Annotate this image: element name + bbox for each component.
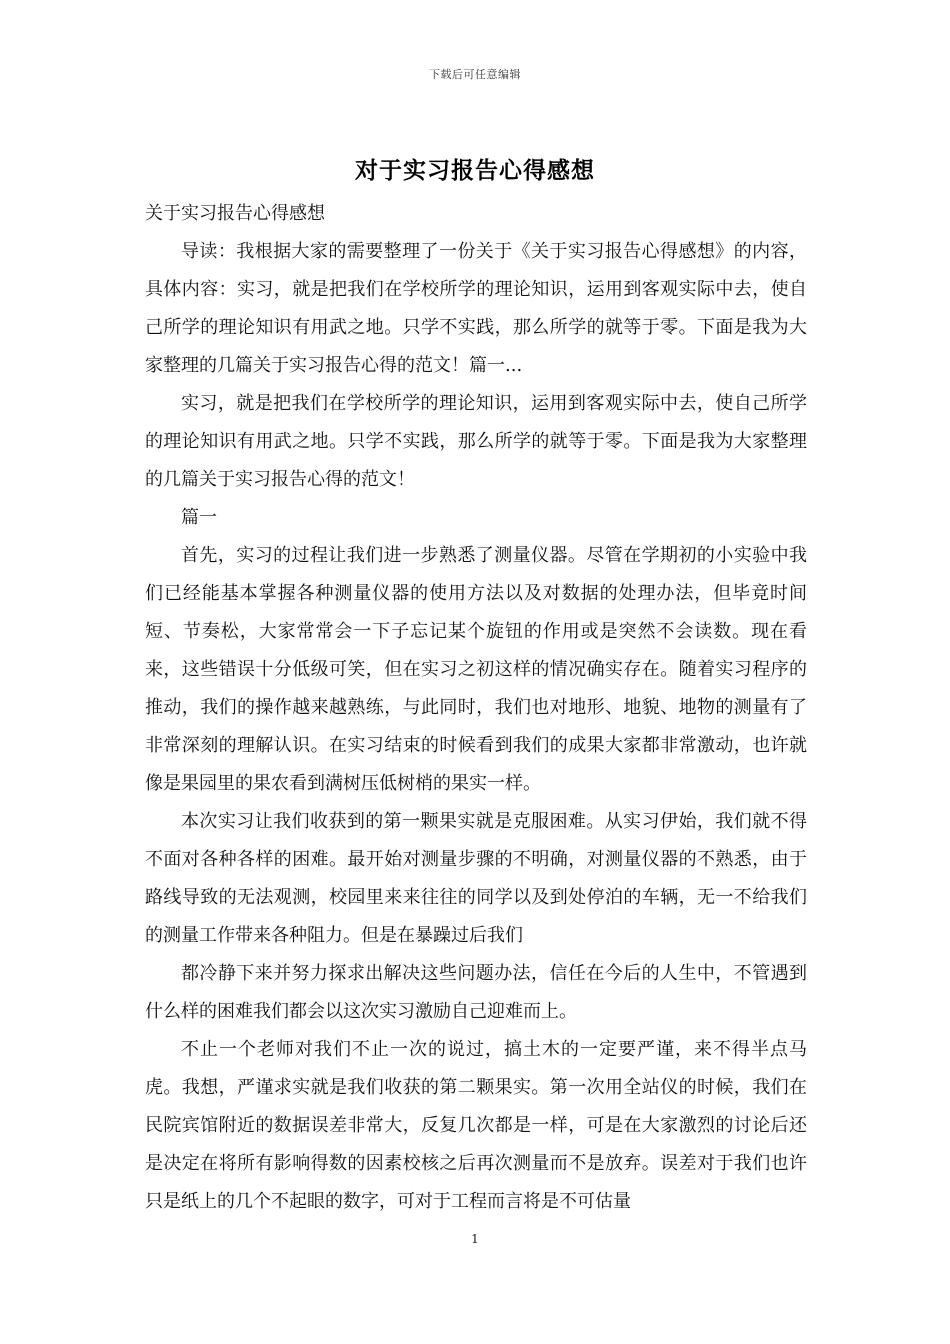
header-note: 下载后可任意编辑 [429, 68, 521, 81]
paragraph-body: 不止一个老师对我们不止一次的说过，搞土木的一定要严谨，来不得半点马虎。我想，严谨求实就是我们收获的第二颗果实。第一次用全站仪的时候，我们在民院宾馆附近的数据误差非常大，反复几次都是一样，可是在大家激烈的讨论后还是决定在将所有影响得数的因素校核之后再次测量而不是放弃。误差对于我们也许只是纸上的几个不起眼的数字，可对于工程而言将是不可估量 [145, 1039, 807, 1212]
paragraph-body: 首先，实习的过程让我们进一步熟悉了测量仪器。尽管在学期初的小实验中我们已经能基本掌握各种测量仪器的使用方法以及对数据的处理办法，但毕竟时间短、节奏松，大家常常会一下子忘记某个旋钮的作用或是突然不会读数。现在看来，这些错误十分低级可笑，但在实习之初这样的情况确实存在。随着实习程序的推动，我们的操作越来越熟练，与此同时，我们也对地形、地貌、地物的测量有了非常深刻的理解认识。在实习结束的时候看到我们的成果大家都非常激动，也许就像是果园里的果农看到满树压低树梢的果实一样。 [145, 545, 807, 794]
section-heading: 篇一 [181, 507, 217, 528]
paragraph-body: 本次实习让我们收获到的第一颗果实就是克服困难。从实习伊始，我们就不得不面对各种各样的困难。最开始对测量步骤的不明确，对测量仪器的不熟悉，由于路线导致的无法观测，校园里来来往往的同学以及到处停泊的车辆，无一不给我们的测量工作带来各种阻力。但是在暴躁过后我们 [145, 811, 807, 946]
paragraph-body: 都冷静下来并努力探求出解决这些问题办法，信任在今后的人生中，不管遇到什么样的困难我们都会以这次实习激励自己迎难而上。 [145, 963, 807, 1022]
paragraph-intro: 导读：我根据大家的需要整理了一份关于《关于实习报告心得感想》的内容，具体内容：实习，就是把我们在学校所学的理论知识，运用到客观实际中去，使自己所学的理论知识有用武之地。只学不实践，那么所学的就等于零。下面是我为大家整理的几篇关于实习报告心得的范文！篇一... [145, 241, 807, 376]
document-body [145, 195, 807, 1221]
paragraph-summary: 实习，就是把我们在学校所学的理论知识，运用到客观实际中去，使自己所学的理论知识有用武之地。只学不实践，那么所学的就等于零。下面是我为大家整理的几篇关于实习报告心得的范文！ [145, 393, 807, 490]
document-title: 对于实习报告心得感想 [355, 157, 595, 184]
page-number: 1 [471, 1232, 479, 1246]
document-subtitle: 关于实习报告心得感想 [145, 203, 325, 224]
